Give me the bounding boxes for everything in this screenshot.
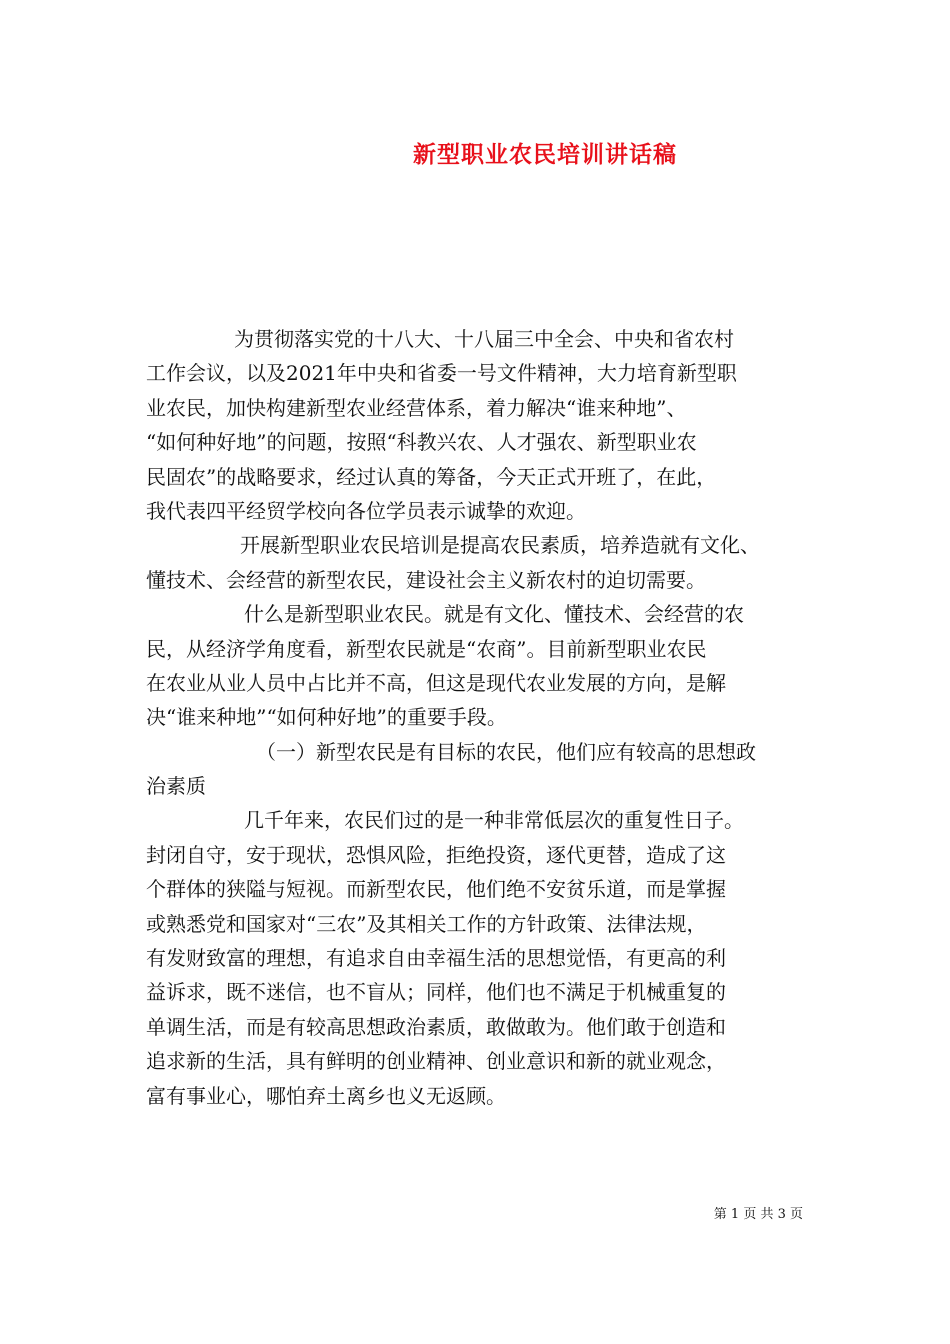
- paragraph-line: 民固农”的战略要求，经过认真的筹备，今天正式开班了，在此，: [146, 464, 717, 489]
- document-title: 新型职业农民培训讲话稿: [413, 141, 677, 168]
- paragraph-line: 有发财致富的理想，有追求自由幸福生活的思想觉悟，有更高的利: [146, 946, 726, 971]
- paragraph-line: 懂技术、会经营的新型农民，建设社会主义新农村的迫切需要。: [146, 567, 706, 592]
- paragraph-line: 工作会议，以及2021年中央和省委一号文件精神，大力培育新型职: [146, 361, 737, 386]
- paragraph-line: 我代表四平经贸学校向各位学员表示诚挚的欢迎。: [146, 498, 586, 523]
- paragraph-line: 个群体的狭隘与短视。而新型农民，他们绝不安贫乐道，而是掌握: [146, 877, 726, 902]
- section-heading-line: 治素质: [146, 774, 206, 799]
- paragraph-line: 决“谁来种地”“如何种好地”的重要手段。: [146, 705, 507, 730]
- paragraph-line: 几千年来，农民们过的是一种非常低层次的重复性日子。: [244, 808, 744, 833]
- paragraph-line: 民，从经济学角度看，新型农民就是“农商”。目前新型职业农民: [146, 636, 707, 661]
- paragraph-line: 为贯彻落实党的十八大、十八届三中全会、中央和省农村: [234, 327, 734, 351]
- paragraph-line: 单调生活，而是有较高思想政治素质，敢做敢为。他们敢于创造和: [146, 1014, 726, 1039]
- paragraph-line: 开展新型职业农民培训是提高农民素质，培养造就有文化、: [240, 533, 760, 558]
- paragraph-line: “如何种好地”的问题，按照“科教兴农、人才强农、新型职业农: [146, 430, 697, 455]
- paragraph-line: 追求新的生活，具有鲜明的创业精神、创业意识和新的就业观念，: [146, 1049, 726, 1074]
- paragraph-line: 益诉求，既不迷信，也不盲从；同样，他们也不满足于机械重复的: [146, 980, 726, 1005]
- document-body: [146, 322, 810, 1113]
- paragraph-line: 富有事业心，哪怕弃土离乡也义无返顾。: [146, 1083, 506, 1108]
- paragraph-line: 业农民，加快构建新型农业经营体系，着力解决“谁来种地”、: [146, 395, 687, 420]
- paragraph-line: 或熟悉党和国家对“三农”及其相关工作的方针政策、法律法规，: [146, 911, 707, 936]
- paragraph-line: 在农业从业人员中占比并不高，但这是现代农业发展的方向，是解: [146, 670, 726, 695]
- paragraph-line: 什么是新型职业农民。就是有文化、懂技术、会经营的农: [244, 602, 744, 627]
- page-number: 第 1 页 共 3 页: [713, 1207, 803, 1222]
- section-heading-line: （一）新型农民是有目标的农民，他们应有较高的思想政: [256, 739, 756, 764]
- paragraph-line: 封闭自守，安于现状，恐惧风险，拒绝投资，逐代更替，造成了这: [146, 842, 726, 867]
